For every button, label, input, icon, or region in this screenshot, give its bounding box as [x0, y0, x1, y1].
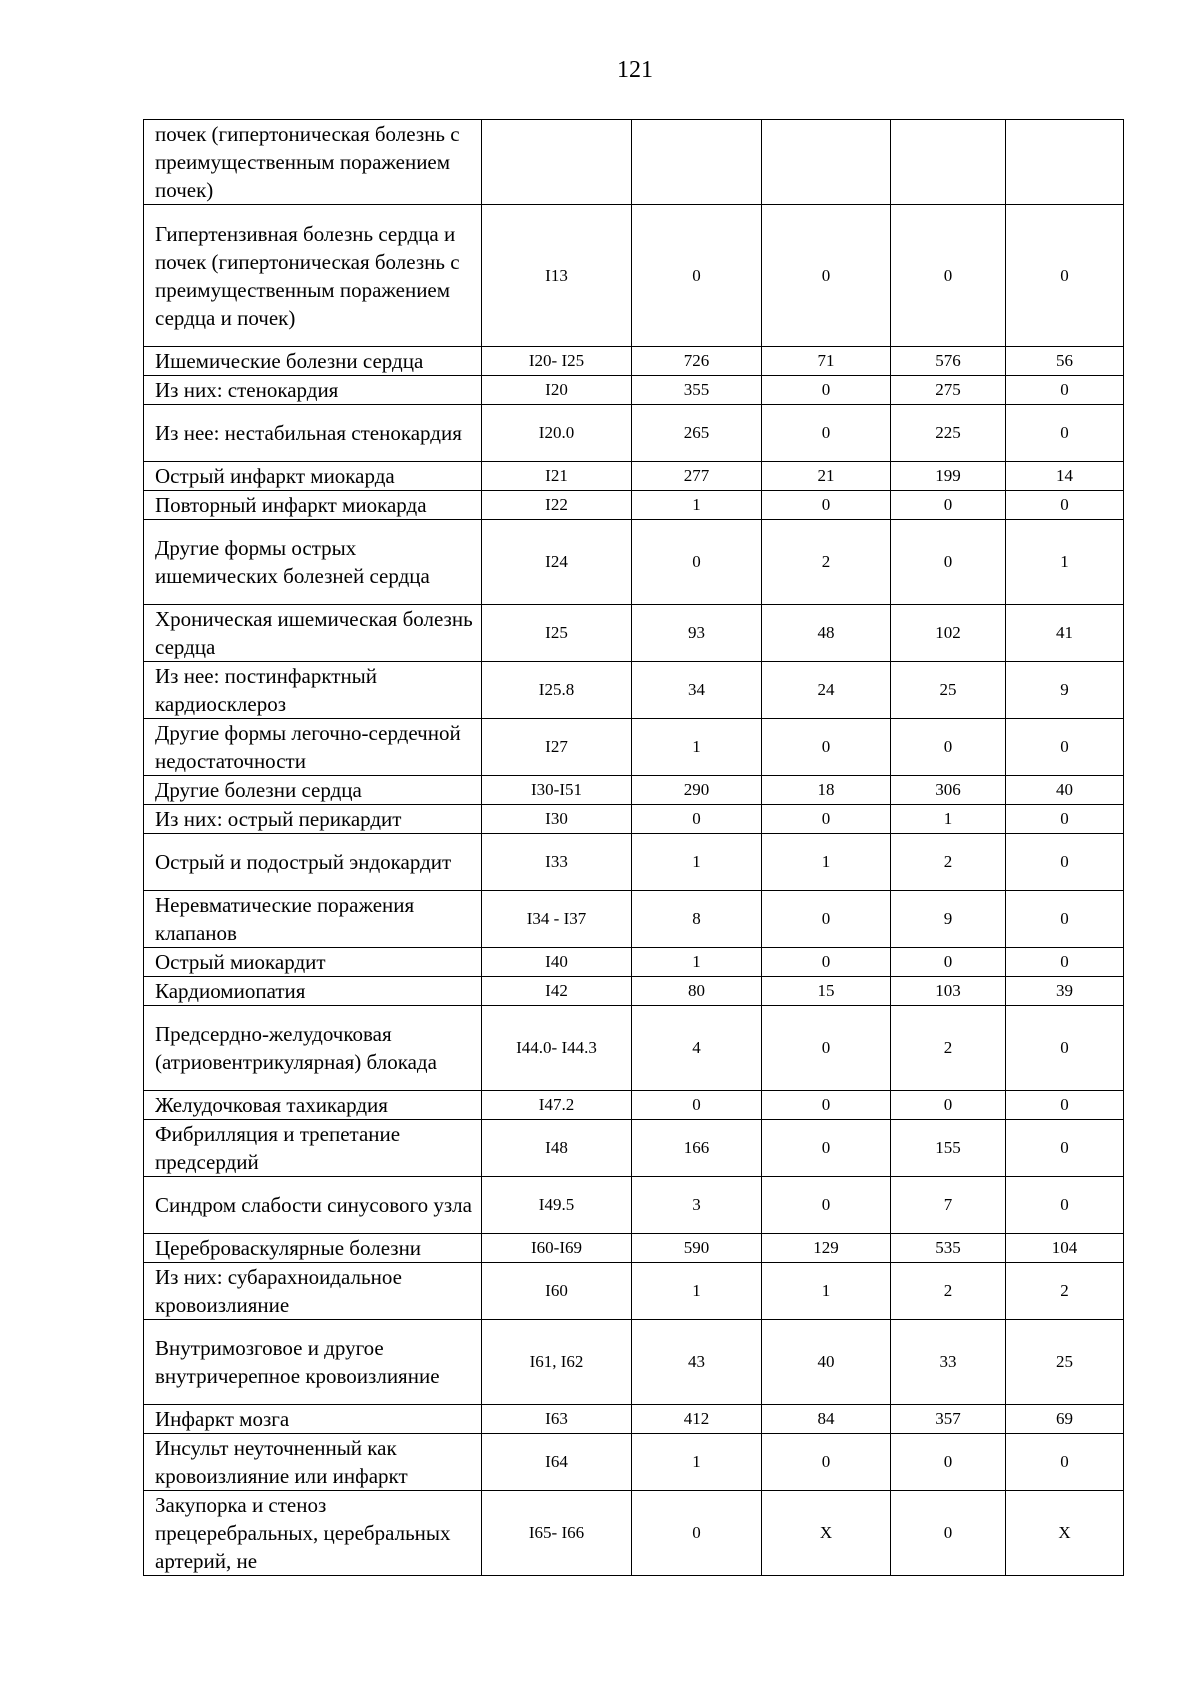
- value-cell-4: 0: [1006, 1434, 1124, 1491]
- disease-name-cell: Из них: стенокардия: [144, 376, 482, 405]
- value-cell-4: [1006, 120, 1124, 205]
- value-cell-3: 33: [891, 1320, 1006, 1405]
- disease-name-cell: Острый миокардит: [144, 948, 482, 977]
- value-cell-1: 34: [632, 662, 762, 719]
- table-row: [144, 891, 1124, 948]
- value-cell-4: 25: [1006, 1320, 1124, 1405]
- value-cell-2: 0: [762, 1434, 891, 1491]
- value-cell-3: 9: [891, 891, 1006, 948]
- value-cell-1: 290: [632, 776, 762, 805]
- value-cell-3: 1: [891, 805, 1006, 834]
- value-cell-1: 4: [632, 1006, 762, 1091]
- value-cell-1: 1: [632, 948, 762, 977]
- value-cell-4: X: [1006, 1491, 1124, 1576]
- value-cell-2: 24: [762, 662, 891, 719]
- disease-name-cell: почек (гипертоническая болезнь с преимущественным поражением почек): [144, 120, 482, 205]
- icd-code-cell: I20.0: [482, 405, 632, 462]
- value-cell-1: 355: [632, 376, 762, 405]
- value-cell-3: 0: [891, 1491, 1006, 1576]
- disease-name-cell: Другие болезни сердца: [144, 776, 482, 805]
- value-cell-4: 0: [1006, 1006, 1124, 1091]
- value-cell-3: 0: [891, 491, 1006, 520]
- icd-code-cell: I30-I51: [482, 776, 632, 805]
- table-row: [144, 1491, 1124, 1576]
- table-row: [144, 948, 1124, 977]
- page-number: 121: [617, 57, 653, 83]
- disease-name-cell: Гипертензивная болезнь сердца и почек (гипертоническая болезнь с преимущественным поражением сердца и почек): [144, 205, 482, 347]
- table-row: [144, 1177, 1124, 1234]
- value-cell-2: 0: [762, 719, 891, 776]
- value-cell-3: 0: [891, 205, 1006, 347]
- table-row: [144, 1320, 1124, 1405]
- value-cell-3: 103: [891, 977, 1006, 1006]
- table-row: [144, 205, 1124, 347]
- value-cell-1: 265: [632, 405, 762, 462]
- icd-code-cell: I20- I25: [482, 347, 632, 376]
- value-cell-3: 0: [891, 520, 1006, 605]
- disease-name-cell: Из нее: нестабильная стенокардия: [144, 405, 482, 462]
- value-cell-3: 2: [891, 1263, 1006, 1320]
- table-row: [144, 1234, 1124, 1263]
- value-cell-4: 56: [1006, 347, 1124, 376]
- table-row: [144, 520, 1124, 605]
- icd-code-cell: I61, I62: [482, 1320, 632, 1405]
- disease-name-cell: Кардиомиопатия: [144, 977, 482, 1006]
- value-cell-2: 0: [762, 491, 891, 520]
- icd-code-cell: I48: [482, 1120, 632, 1177]
- disease-name-cell: Неревматические поражения клапанов: [144, 891, 482, 948]
- table-row: [144, 1434, 1124, 1491]
- value-cell-1: 1: [632, 491, 762, 520]
- value-cell-1: 80: [632, 977, 762, 1006]
- disease-name-cell: Внутримозговое и другое внутричерепное кровоизлияние: [144, 1320, 482, 1405]
- value-cell-2: 71: [762, 347, 891, 376]
- value-cell-2: 0: [762, 1177, 891, 1234]
- disease-name-cell: Инсульт неуточненный как кровоизлияние или инфаркт: [144, 1434, 482, 1491]
- table-row: [144, 462, 1124, 491]
- table-row: [144, 662, 1124, 719]
- value-cell-3: 576: [891, 347, 1006, 376]
- icd-code-cell: I34 - I37: [482, 891, 632, 948]
- value-cell-2: X: [762, 1491, 891, 1576]
- value-cell-1: 8: [632, 891, 762, 948]
- disease-name-cell: Из них: субарахноидальное кровоизлияние: [144, 1263, 482, 1320]
- value-cell-1: 3: [632, 1177, 762, 1234]
- value-cell-1: 1: [632, 719, 762, 776]
- value-cell-1: 726: [632, 347, 762, 376]
- value-cell-2: 129: [762, 1234, 891, 1263]
- disease-name-cell: Ишемические болезни сердца: [144, 347, 482, 376]
- value-cell-1: 1: [632, 1434, 762, 1491]
- value-cell-1: 1: [632, 1263, 762, 1320]
- value-cell-3: 25: [891, 662, 1006, 719]
- value-cell-4: 0: [1006, 1091, 1124, 1120]
- value-cell-2: 48: [762, 605, 891, 662]
- icd-code-cell: I60-I69: [482, 1234, 632, 1263]
- value-cell-3: 225: [891, 405, 1006, 462]
- value-cell-4: 2: [1006, 1263, 1124, 1320]
- disease-name-cell: Острый и подострый эндокардит: [144, 834, 482, 891]
- value-cell-3: 0: [891, 948, 1006, 977]
- value-cell-2: 0: [762, 805, 891, 834]
- table-row: [144, 805, 1124, 834]
- value-cell-2: 84: [762, 1405, 891, 1434]
- value-cell-4: 14: [1006, 462, 1124, 491]
- value-cell-4: 0: [1006, 719, 1124, 776]
- value-cell-4: 0: [1006, 376, 1124, 405]
- icd-code-cell: I25.8: [482, 662, 632, 719]
- table-body: [144, 120, 1124, 1576]
- value-cell-2: 0: [762, 405, 891, 462]
- disease-name-cell: Цереброваскулярные болезни: [144, 1234, 482, 1263]
- value-cell-2: 0: [762, 948, 891, 977]
- value-cell-4: 41: [1006, 605, 1124, 662]
- disease-name-cell: Острый инфаркт миокарда: [144, 462, 482, 491]
- value-cell-3: 275: [891, 376, 1006, 405]
- value-cell-2: 2: [762, 520, 891, 605]
- icd-code-cell: I64: [482, 1434, 632, 1491]
- disease-name-cell: Фибрилляция и трепетание предсердий: [144, 1120, 482, 1177]
- disease-name-cell: Закупорка и стеноз прецеребральных, церебральных артерий, не: [144, 1491, 482, 1576]
- value-cell-3: 155: [891, 1120, 1006, 1177]
- value-cell-1: [632, 120, 762, 205]
- value-cell-1: 166: [632, 1120, 762, 1177]
- value-cell-3: 357: [891, 1405, 1006, 1434]
- value-cell-2: 1: [762, 1263, 891, 1320]
- value-cell-1: 0: [632, 520, 762, 605]
- table-row: [144, 491, 1124, 520]
- value-cell-4: 0: [1006, 948, 1124, 977]
- table-row: [144, 834, 1124, 891]
- icd-code-cell: I27: [482, 719, 632, 776]
- value-cell-4: 0: [1006, 491, 1124, 520]
- icd-code-cell: [482, 120, 632, 205]
- value-cell-2: 0: [762, 1006, 891, 1091]
- icd-code-cell: I13: [482, 205, 632, 347]
- value-cell-3: 535: [891, 1234, 1006, 1263]
- value-cell-1: 590: [632, 1234, 762, 1263]
- value-cell-4: 39: [1006, 977, 1124, 1006]
- value-cell-1: 1: [632, 834, 762, 891]
- value-cell-4: 0: [1006, 805, 1124, 834]
- icd-code-cell: I30: [482, 805, 632, 834]
- value-cell-2: 18: [762, 776, 891, 805]
- icd-code-cell: I63: [482, 1405, 632, 1434]
- icd-code-cell: I42: [482, 977, 632, 1006]
- value-cell-2: 1: [762, 834, 891, 891]
- value-cell-3: [891, 120, 1006, 205]
- value-cell-3: 2: [891, 1006, 1006, 1091]
- value-cell-1: 0: [632, 205, 762, 347]
- disease-name-cell: Инфаркт мозга: [144, 1405, 482, 1434]
- disease-name-cell: Из них: острый перикардит: [144, 805, 482, 834]
- value-cell-2: 0: [762, 376, 891, 405]
- value-cell-2: 40: [762, 1320, 891, 1405]
- icd-code-cell: I21: [482, 462, 632, 491]
- value-cell-4: 40: [1006, 776, 1124, 805]
- icd-code-cell: I49.5: [482, 1177, 632, 1234]
- value-cell-2: 0: [762, 205, 891, 347]
- table-row: [144, 347, 1124, 376]
- disease-name-cell: Повторный инфаркт миокарда: [144, 491, 482, 520]
- table-row: [144, 1120, 1124, 1177]
- value-cell-1: 412: [632, 1405, 762, 1434]
- table-row: [144, 1091, 1124, 1120]
- value-cell-1: 0: [632, 1491, 762, 1576]
- table-row: [144, 1405, 1124, 1434]
- value-cell-1: 0: [632, 805, 762, 834]
- value-cell-3: 102: [891, 605, 1006, 662]
- icd-code-cell: I60: [482, 1263, 632, 1320]
- value-cell-2: 0: [762, 1120, 891, 1177]
- table-row: [144, 1006, 1124, 1091]
- value-cell-1: 43: [632, 1320, 762, 1405]
- disease-name-cell: Хроническая ишемическая болезнь сердца: [144, 605, 482, 662]
- disease-name-cell: Другие формы острых ишемических болезней сердца: [144, 520, 482, 605]
- icd-code-cell: I24: [482, 520, 632, 605]
- icd-code-cell: I44.0- I44.3: [482, 1006, 632, 1091]
- disease-name-cell: Желудочковая тахикардия: [144, 1091, 482, 1120]
- table-row: [144, 605, 1124, 662]
- value-cell-2: 21: [762, 462, 891, 491]
- value-cell-4: 1: [1006, 520, 1124, 605]
- value-cell-3: 0: [891, 1434, 1006, 1491]
- value-cell-2: 0: [762, 891, 891, 948]
- icd-code-cell: I25: [482, 605, 632, 662]
- disease-name-cell: Предсердно-желудочковая (атриовентрикулярная) блокада: [144, 1006, 482, 1091]
- table-row: [144, 376, 1124, 405]
- disease-statistics-table: [143, 119, 1124, 1576]
- value-cell-4: 0: [1006, 1177, 1124, 1234]
- value-cell-4: 69: [1006, 1405, 1124, 1434]
- value-cell-2: 0: [762, 1091, 891, 1120]
- disease-name-cell: Другие формы легочно-сердечной недостаточности: [144, 719, 482, 776]
- value-cell-3: 0: [891, 1091, 1006, 1120]
- icd-code-cell: I40: [482, 948, 632, 977]
- value-cell-4: 9: [1006, 662, 1124, 719]
- value-cell-2: 15: [762, 977, 891, 1006]
- value-cell-1: 93: [632, 605, 762, 662]
- value-cell-4: 0: [1006, 205, 1124, 347]
- table-row: [144, 120, 1124, 205]
- table-row: [144, 719, 1124, 776]
- icd-code-cell: I22: [482, 491, 632, 520]
- icd-code-cell: I20: [482, 376, 632, 405]
- icd-code-cell: I33: [482, 834, 632, 891]
- value-cell-1: 277: [632, 462, 762, 491]
- value-cell-4: 0: [1006, 1120, 1124, 1177]
- icd-code-cell: I65- I66: [482, 1491, 632, 1576]
- value-cell-4: 104: [1006, 1234, 1124, 1263]
- value-cell-4: 0: [1006, 834, 1124, 891]
- value-cell-4: 0: [1006, 405, 1124, 462]
- disease-name-cell: Из нее: постинфарктный кардиосклероз: [144, 662, 482, 719]
- disease-name-cell: Синдром слабости синусового узла: [144, 1177, 482, 1234]
- table-row: [144, 977, 1124, 1006]
- value-cell-3: 2: [891, 834, 1006, 891]
- table-row: [144, 405, 1124, 462]
- value-cell-3: 199: [891, 462, 1006, 491]
- icd-code-cell: I47.2: [482, 1091, 632, 1120]
- table-row: [144, 776, 1124, 805]
- table-row: [144, 1263, 1124, 1320]
- value-cell-3: 7: [891, 1177, 1006, 1234]
- value-cell-2: [762, 120, 891, 205]
- value-cell-4: 0: [1006, 891, 1124, 948]
- value-cell-3: 306: [891, 776, 1006, 805]
- value-cell-3: 0: [891, 719, 1006, 776]
- value-cell-1: 0: [632, 1091, 762, 1120]
